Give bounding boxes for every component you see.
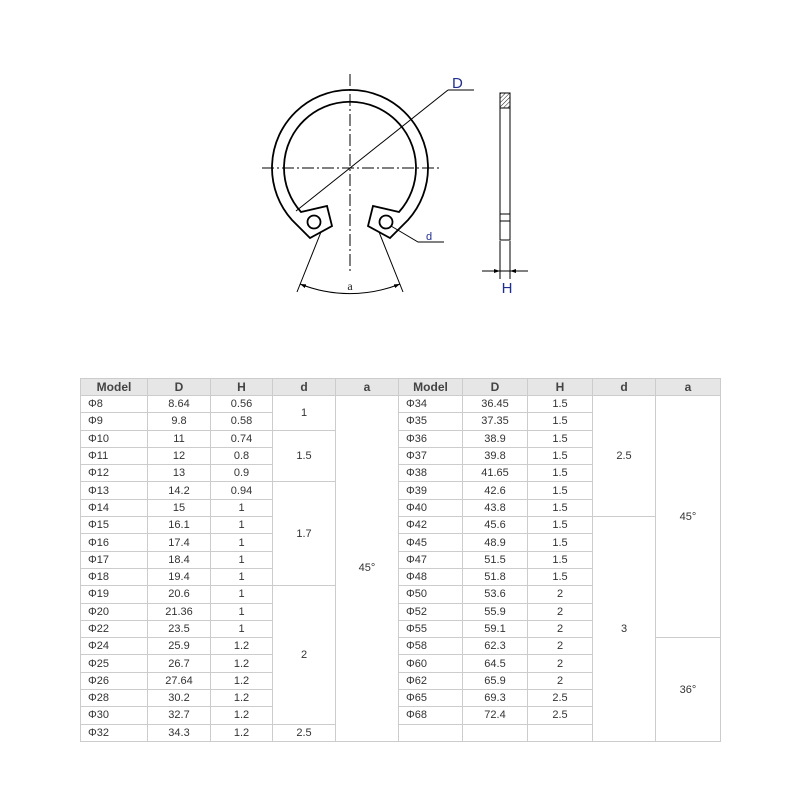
right-thickness-cell: [528, 724, 593, 741]
right-model-cell: Φ68: [399, 707, 463, 724]
left-thickness-cell: 1.2: [211, 655, 273, 672]
left-model-cell: Φ26: [81, 672, 148, 689]
left-thickness-cell: 1: [211, 620, 273, 637]
right-model-cell: Φ48: [399, 568, 463, 585]
right-model-cell: Φ47: [399, 551, 463, 568]
right-thickness-cell: 2.5: [528, 707, 593, 724]
left-outer-diameter-cell: 15: [148, 499, 211, 516]
left-thickness-cell: 0.58: [211, 413, 273, 430]
left-model-cell: Φ12: [81, 465, 148, 482]
left-hole-diameter-cell: 1.7: [273, 482, 336, 586]
left-thickness-cell: 1.2: [211, 724, 273, 741]
left-hole-diameter-cell: 1.5: [273, 430, 336, 482]
table-row: [81, 396, 721, 413]
left-outer-diameter-cell: 16.1: [148, 517, 211, 534]
left-outer-diameter-cell: 8.64: [148, 396, 211, 413]
right-model-cell: Φ39: [399, 482, 463, 499]
table-header: [81, 379, 721, 396]
thickness-label: H: [501, 280, 513, 297]
table-body: [81, 396, 721, 742]
right-outer-diameter-cell: [463, 724, 528, 741]
right-header-thickness: H: [528, 379, 593, 396]
right-outer-diameter-cell: 53.6: [463, 586, 528, 603]
angle-right-line: [379, 232, 403, 292]
right-thickness-cell: 1.5: [528, 447, 593, 464]
left-model-cell: Φ30: [81, 707, 148, 724]
left-header-angle: a: [336, 379, 399, 396]
left-header-hole-diameter: d: [273, 379, 336, 396]
right-outer-diameter-cell: 51.8: [463, 568, 528, 585]
front-view: [262, 74, 474, 294]
left-hole-diameter-cell: 2: [273, 586, 336, 724]
left-model-cell: Φ22: [81, 620, 148, 637]
left-outer-diameter-cell: 21.36: [148, 603, 211, 620]
left-model-cell: Φ13: [81, 482, 148, 499]
left-thickness-cell: 0.9: [211, 465, 273, 482]
right-thickness-cell: 2.5: [528, 690, 593, 707]
left-hole-diameter-cell: 1: [273, 396, 336, 431]
right-thickness-cell: 2: [528, 638, 593, 655]
left-model-cell: Φ17: [81, 551, 148, 568]
left-thickness-cell: 1.2: [211, 638, 273, 655]
right-model-cell: Φ58: [399, 638, 463, 655]
left-outer-diameter-cell: 17.4: [148, 534, 211, 551]
right-header-angle: a: [656, 379, 721, 396]
right-thickness-cell: 1.5: [528, 465, 593, 482]
left-model-cell: Φ16: [81, 534, 148, 551]
left-thickness-cell: 1.2: [211, 707, 273, 724]
left-hole-diameter-cell: 2.5: [273, 724, 336, 741]
left-model-cell: Φ20: [81, 603, 148, 620]
right-header-outer-diameter: D: [463, 379, 528, 396]
right-thickness-cell: 1.5: [528, 499, 593, 516]
right-model-cell: Φ52: [399, 603, 463, 620]
left-angle-cell: 45°: [336, 396, 399, 742]
right-model-cell: Φ62: [399, 672, 463, 689]
left-outer-diameter-cell: 19.4: [148, 568, 211, 585]
left-model-cell: Φ8: [81, 396, 148, 413]
left-outer-diameter-cell: 18.4: [148, 551, 211, 568]
right-thickness-cell: 1.5: [528, 568, 593, 585]
left-lug-hole: [308, 216, 321, 229]
left-outer-diameter-cell: 14.2: [148, 482, 211, 499]
left-outer-diameter-cell: 13: [148, 465, 211, 482]
right-thickness-cell: 2: [528, 655, 593, 672]
right-hole-diameter-cell: 2.5: [593, 396, 656, 517]
left-outer-diameter-cell: 20.6: [148, 586, 211, 603]
left-outer-diameter-cell: 23.5: [148, 620, 211, 637]
right-outer-diameter-cell: 72.4: [463, 707, 528, 724]
diameter-label: D: [452, 75, 463, 92]
right-angle-cell: 36°: [656, 638, 721, 742]
left-header-thickness: H: [211, 379, 273, 396]
right-outer-diameter-cell: 37.35: [463, 413, 528, 430]
spec-table: [80, 378, 721, 742]
left-outer-diameter-cell: 9.8: [148, 413, 211, 430]
right-thickness-cell: 2: [528, 603, 593, 620]
left-outer-diameter-cell: 26.7: [148, 655, 211, 672]
angle-label: a: [347, 279, 353, 293]
left-model-cell: Φ10: [81, 430, 148, 447]
right-outer-diameter-cell: 39.8: [463, 447, 528, 464]
left-outer-diameter-cell: 27.64: [148, 672, 211, 689]
right-outer-diameter-cell: 69.3: [463, 690, 528, 707]
left-model-cell: Φ9: [81, 413, 148, 430]
left-model-cell: Φ15: [81, 517, 148, 534]
right-outer-diameter-cell: 64.5: [463, 655, 528, 672]
right-outer-diameter-cell: 41.65: [463, 465, 528, 482]
left-thickness-cell: 0.8: [211, 447, 273, 464]
right-model-cell: Φ36: [399, 430, 463, 447]
right-angle-cell: 45°: [656, 396, 721, 638]
right-thickness-cell: 1.5: [528, 430, 593, 447]
left-outer-diameter-cell: 32.7: [148, 707, 211, 724]
left-thickness-cell: 1: [211, 517, 273, 534]
left-thickness-cell: 1.2: [211, 690, 273, 707]
right-model-cell: Φ42: [399, 517, 463, 534]
right-thickness-cell: 1.5: [528, 396, 593, 413]
right-model-cell: Φ45: [399, 534, 463, 551]
left-thickness-cell: 0.56: [211, 396, 273, 413]
right-outer-diameter-cell: 65.9: [463, 672, 528, 689]
side-view-outline: [500, 93, 510, 240]
diameter-leader-line: [296, 90, 448, 211]
left-header-model: Model: [81, 379, 148, 396]
right-model-cell: Φ40: [399, 499, 463, 516]
right-outer-diameter-cell: 43.8: [463, 499, 528, 516]
left-model-cell: Φ25: [81, 655, 148, 672]
hole-diameter-label: d: [426, 231, 433, 243]
right-thickness-cell: 2: [528, 672, 593, 689]
left-model-cell: Φ11: [81, 447, 148, 464]
left-model-cell: Φ28: [81, 690, 148, 707]
right-outer-diameter-cell: 42.6: [463, 482, 528, 499]
table-row: [81, 517, 721, 534]
left-outer-diameter-cell: 25.9: [148, 638, 211, 655]
angle-left-line: [297, 232, 321, 292]
header-row: [81, 379, 721, 396]
right-thickness-cell: 2: [528, 620, 593, 637]
right-model-cell: Φ34: [399, 396, 463, 413]
right-thickness-cell: 1.5: [528, 482, 593, 499]
left-outer-diameter-cell: 11: [148, 430, 211, 447]
left-thickness-cell: 0.74: [211, 430, 273, 447]
left-outer-diameter-cell: 12: [148, 447, 211, 464]
side-view: [482, 93, 528, 297]
right-thickness-cell: 1.5: [528, 551, 593, 568]
right-outer-diameter-cell: 59.1: [463, 620, 528, 637]
left-model-cell: Φ19: [81, 586, 148, 603]
right-outer-diameter-cell: 55.9: [463, 603, 528, 620]
left-thickness-cell: 1: [211, 551, 273, 568]
left-model-cell: Φ14: [81, 499, 148, 516]
left-thickness-cell: 1: [211, 499, 273, 516]
left-thickness-cell: 1: [211, 586, 273, 603]
left-outer-diameter-cell: 34.3: [148, 724, 211, 741]
left-model-cell: Φ24: [81, 638, 148, 655]
right-thickness-cell: 1.5: [528, 517, 593, 534]
right-model-cell: Φ35: [399, 413, 463, 430]
left-thickness-cell: 0.94: [211, 482, 273, 499]
left-model-cell: Φ18: [81, 568, 148, 585]
right-header-hole-diameter: d: [593, 379, 656, 396]
right-model-cell: Φ50: [399, 586, 463, 603]
left-header-outer-diameter: D: [148, 379, 211, 396]
left-thickness-cell: 1: [211, 568, 273, 585]
right-thickness-cell: 1.5: [528, 534, 593, 551]
left-outer-diameter-cell: 30.2: [148, 690, 211, 707]
right-lug-hole: [380, 216, 393, 229]
right-outer-diameter-cell: 51.5: [463, 551, 528, 568]
right-hole-diameter-cell: 3: [593, 517, 656, 742]
right-model-cell: Φ38: [399, 465, 463, 482]
left-thickness-cell: 1.2: [211, 672, 273, 689]
right-outer-diameter-cell: 45.6: [463, 517, 528, 534]
side-view-hatched-section: [500, 93, 510, 108]
right-model-cell: Φ60: [399, 655, 463, 672]
right-model-cell: Φ55: [399, 620, 463, 637]
left-model-cell: Φ32: [81, 724, 148, 741]
right-model-cell: Φ37: [399, 447, 463, 464]
right-outer-diameter-cell: 38.9: [463, 430, 528, 447]
circlip-drawing: [0, 0, 800, 340]
left-thickness-cell: 1: [211, 603, 273, 620]
right-outer-diameter-cell: 48.9: [463, 534, 528, 551]
right-model-cell: [399, 724, 463, 741]
right-header-model: Model: [399, 379, 463, 396]
right-thickness-cell: 2: [528, 586, 593, 603]
right-model-cell: Φ65: [399, 690, 463, 707]
right-outer-diameter-cell: 36.45: [463, 396, 528, 413]
right-outer-diameter-cell: 62.3: [463, 638, 528, 655]
right-thickness-cell: 1.5: [528, 413, 593, 430]
left-thickness-cell: 1: [211, 534, 273, 551]
